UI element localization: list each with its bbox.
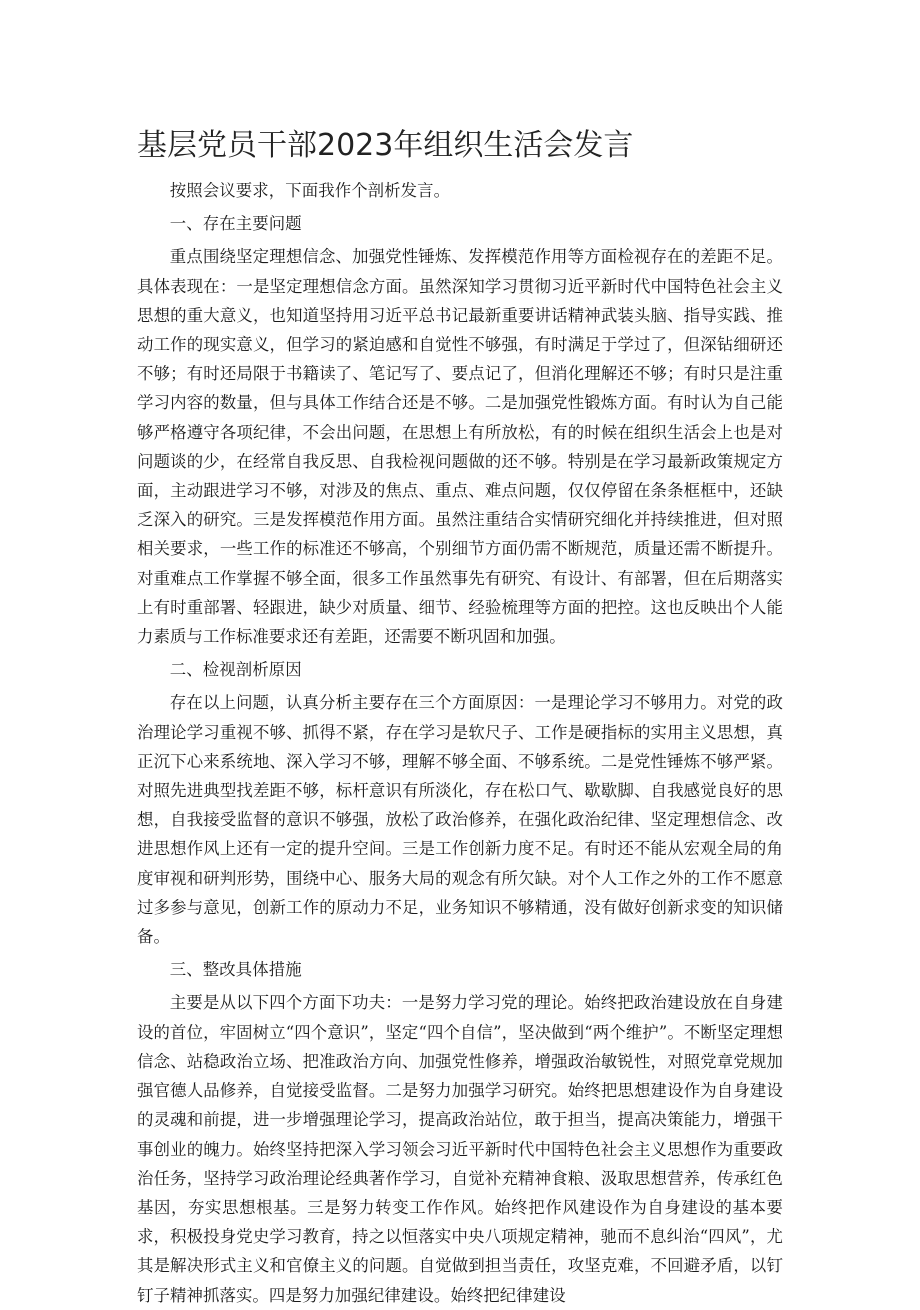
section-body-measures: 主要是从以下四个方面下功夫：一是努力学习党的理论。始终把政治建设放在自身建设的首位，牢固树立“四个意识”，坚定“四个自信”，坚决做到“两个维护”。不断坚定理想信念、站稳政治立场、把准政治方向、加强党性修养，增强政治敏锐性，对照党章党规加强官德人品修养，自觉接受监督。二是努力加强学习研究。始终把思想建设作为自身建设的灵魂和前提，进一步增强理论学习，提高政治站位，敢于担当，提高决策能力，增强干事创业的魄力。始终坚持把深入学习领会习近平新时代中国特色社会主义思想作为重要政治任务，坚持学习政治理论经典著作学习，自觉补充精神食粮、汲取思想营养，传承红色基因，夯实思想根基。三是努力转变工作作风。始终把作风建设作为自身建设的基本要求，积极投身党史学习教育，持之以恒落实中央八项规定精神，驰而不息纠治“四风”，尤其是解决形式主义和官僚主义的问题。自觉做到担当责任，攻坚克难，不回避矛盾，以钉钉子精神抓落实。四是努力加强纪律建设。始终把纪律建设 [137, 993, 783, 1305]
section-heading-causes: 二、检视剖析原因 [169, 660, 302, 680]
section-body-problems: 重点围绕坚定理想信念、加强党性锤炼、发挥模范作用等方面检视存在的差距不足。具体表现在：一是坚定理想信念方面。虽然深知学习贯彻习近平新时代中国特色社会主义思想的重大意义，也知道坚持用习近平总书记最新重要讲话精神武装头脑、指导实践、推动工作的现实意义，但学习的紧迫感和自觉性不够强，有时满足于学过了，但深钻细研还不够；有时还局限于书籍读了、笔记写了、要点记了，但消化理解还不够；有时只是注重学习内容的数量，但与具体工作结合还是不够。二是加强党性锻炼方面。有时认为自己能够严格遵守各项纪律，不会出问题，在思想上有所放松，有的时候在组织生活会上也是对问题谈的少，在经常自我反思、自我检视问题做的还不够。特别是在学习最新政策规定方面，主动跟进学习不够，对涉及的焦点、重点、难点问题，仅仅停留在条条框框中，还缺乏深入的研究。三是发挥模范作用方面。虽然注重结合实情研究细化并持续推进，但对照相关要求，一些工作的标准还不够高，个别细节方面仍需不断规范，质量还需不断提升。对重难点工作掌握不够全面，很多工作虽然事先有研究、有设计、有部署，但在后期落实上有时重部署、轻跟进，缺少对质量、细节、经验梳理等方面的把控。这也反映出个人能力素质与工作标准要求还有差距，还需要不断巩固和加强。 [137, 247, 783, 647]
document-body [137, 176, 783, 1310]
section-body-causes: 存在以上问题，认真分析主要存在三个方面原因：一是理论学习不够用力。对党的政治理论学习重视不够、抓得不紧，存在学习是软尺子、工作是硬指标的实用主义思想，真正沉下心来系统地、深入学习不够，理解不够全面、不够系统。二是党性锤炼不够严紧。对照先进典型找差距不够，标杆意识有所淡化，存在松口气、歇歇脚、自我感觉良好的思想，自我接受监督的意识不够强，放松了政治修养，在强化政治纪律、坚定理想信念、改进思想作风上还有一定的提升空间。三是工作创新力度不足。有时还不能从宏观全局的角度审视和研判形势，围绕中心、服务大局的观念有所欠缺。对个人工作之外的工作不愿意过多参与意见，创新工作的原动力不足，业务知识不够精通，没有做好创新求变的知识储备。 [137, 693, 783, 947]
intro-paragraph: 按照会议要求，下面我作个剖析发言。 [169, 181, 451, 200]
section-heading-problems: 一、存在主要问题 [169, 214, 302, 234]
document-title: 基层党员干部2023年组织生活会发言 [137, 128, 634, 163]
section-heading-measures: 三、整改具体措施 [169, 960, 302, 980]
